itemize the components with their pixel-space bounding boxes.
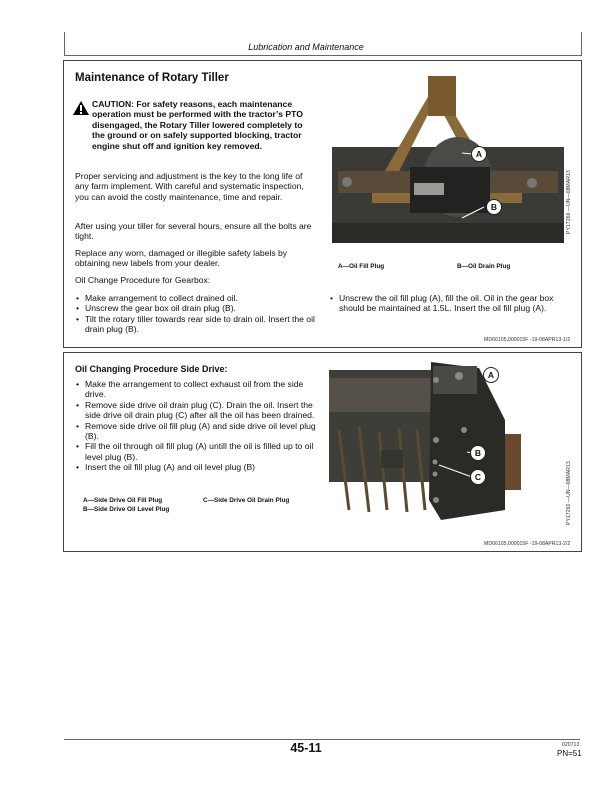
list-item: • Make arrangement to collect drained oil. (75, 293, 319, 303)
side-callout-a: A (483, 367, 499, 383)
gearbox-fill-list (329, 293, 574, 314)
callout-a: A (471, 146, 487, 162)
page-number: 45-11 (290, 741, 322, 755)
running-header: Lubrication and Maintenance (248, 42, 364, 52)
side-drive-photo (329, 360, 565, 530)
caption-oil-fill-plug: A—Oil Fill Plug (338, 263, 385, 270)
caution-text: CAUTION: For safety reasons, each maintenance operation must be performed with the tractor’s PTO disengaged, the Rotary Tiller lowered completely to the ground or on safely supported blocking, tractor engine shut off and ignition key removed. (92, 99, 303, 151)
list-item: • Unscrew the gear box oil drain plug (B). (75, 303, 319, 313)
footer-rule (64, 739, 580, 740)
list-item: • Unscrew the oil fill plug (A), fill the oil. Oil in the gear box should be maintained at 1.5L. Insert the oil fill plug (A). (329, 293, 574, 314)
caption-side-drive-fill-plug: A—Side Drive Oil Fill Plug (83, 497, 163, 504)
side-drive-steps-list (75, 379, 319, 473)
list-item: • Make the arrangement to collect exhaust oil from the side drive. (75, 379, 319, 400)
para-servicing: Proper servicing and adjustment is the key to the long life of any farm implement. With careful and systematic inspection, you can avoid the costly maintenance, time and repair. (75, 171, 304, 202)
caption-side-drive-drain-plug: C—Side Drive Oil Drain Plug (203, 497, 290, 504)
list-item: • Tilt the rotary tiller towards rear side to drain oil. Insert the oil drain plug (B). (75, 314, 319, 335)
para-bolts: After using your tiller for several hours, ensure all the bolts are tight. (75, 221, 312, 242)
section1-title: Maintenance of Rotary Tiller (75, 72, 229, 84)
list-item: • Insert the oil fill plug (A) and oil level plug (B) (75, 462, 319, 472)
side-callout-c: C (470, 469, 486, 485)
warning-triangle-icon (73, 101, 89, 115)
gearbox-steps-list (75, 293, 319, 335)
side-callout-b: B (470, 445, 486, 461)
footer-date: 020713 (562, 742, 580, 748)
para-labels: Replace any worn, damaged or illegible safety labels by obtaining new labels from your dealer. (75, 248, 288, 269)
section1-reference: MD66105,000015F -19-08APR13-1/2 (484, 337, 571, 343)
para-oil-change-heading: Oil Change Procedure for Gearbox: (75, 275, 211, 285)
caption-side-drive-level-plug: B—Side Drive Oil Level Plug (83, 506, 170, 513)
footer-pn: PN=51 (557, 749, 582, 758)
section2-title: Oil Changing Procedure Side Drive: (75, 364, 228, 374)
section2-reference: MD66105,000015F -19-08APR13-2/2 (484, 541, 571, 547)
list-item: • Remove side drive oil fill plug (A) and side drive oil level plug (B). (75, 421, 319, 442)
callout-b: B (486, 199, 502, 215)
gearbox-photo (332, 73, 564, 243)
list-item: • Remove side drive oil drain plug (C). Drain the oil. Insert the side drive oil drain plug (C) after all the oil has been drained. (75, 400, 319, 421)
figure1-code: PY17266 —UN—08MAR13 (566, 170, 572, 234)
list-item: • Fill the oil through oil fill plug (A) untill the oil is filled up to oil level plug (B). (75, 441, 319, 462)
figure2-code: PY17260 —UN—08MAR13 (566, 461, 572, 525)
caption-oil-drain-plug: B—Oil Drain Plug (457, 263, 511, 270)
